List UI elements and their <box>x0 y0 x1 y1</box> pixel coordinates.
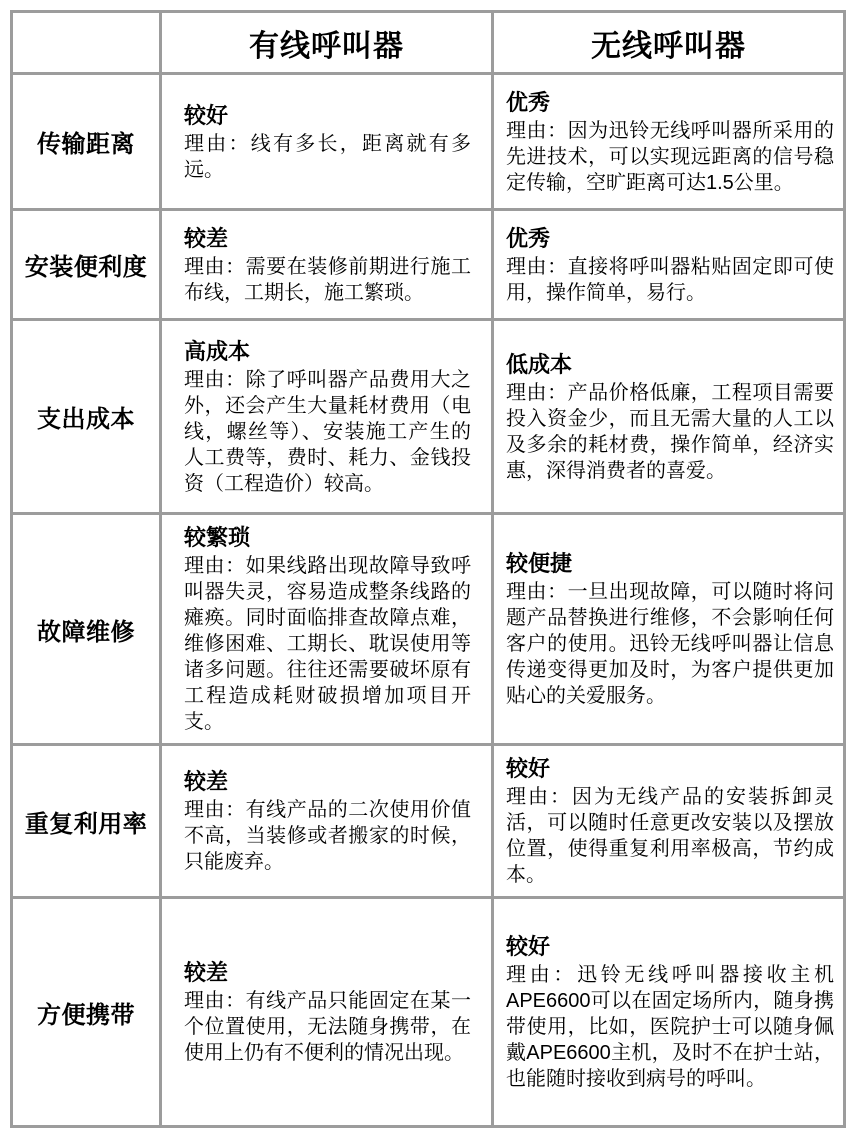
reason-text: 理由：有线产品的二次使用价值不高，当装修或者搬家的时候，只能废弃。 <box>184 799 471 873</box>
comparison-table-container <box>10 10 846 1128</box>
reason-text: 理由：因为迅铃无线呼叫器所采用的先进技术，可以实现远距离的信号稳定传输，空旷距离可达1.5公里。 <box>506 119 834 194</box>
table-row-portability <box>12 898 845 1127</box>
wireless-cell <box>493 514 845 745</box>
rating: 较便捷 <box>506 551 573 576</box>
rating: 较繁琐 <box>184 525 251 550</box>
wired-cell <box>161 898 493 1127</box>
column-header-wireless: 无线呼叫器 <box>493 12 845 74</box>
reason-text: 理由：如果线路出现故障导致呼叫器失灵，容易造成整条线路的瘫痪。同时面临排查故障点难，维修困难、工期长、耽误使用等诸多问题。往往还需要破坏原有工程造成耗财破损增加项目开支。 <box>184 555 471 733</box>
wireless-cell <box>493 210 845 320</box>
row-label: 故障维修 <box>12 514 161 745</box>
reason-text: 理由：需要在装修前期进行施工布线，工期长，施工繁琐。 <box>184 255 471 304</box>
corner-cell <box>12 12 161 74</box>
reason-text: 理由：有线产品只能固定在某一个位置使用，无法随身携带，在使用上仍有不便利的情况出现。 <box>184 990 471 1064</box>
row-label: 安装便利度 <box>12 210 161 320</box>
rating: 优秀 <box>506 89 551 115</box>
wired-cell <box>161 74 493 210</box>
reason-text: 理由：除了呼叫器产品费用大之外，还会产生大量耗材费用（电线，螺丝等）、安装施工产生的人工费等，费时、耗力、金钱投资（工程造价）较高。 <box>184 368 471 495</box>
rating: 较好 <box>506 934 551 959</box>
reason-text: 理由：因为无线产品的安装拆卸灵活，可以随时任意更改安装以及摆放位置，使得重复利用率极高，节约成本。 <box>506 786 834 886</box>
reason-text: 理由：一旦出现故障，可以随时将问题产品替换进行维修，不会影响任何客户的使用。迅铃无线呼叫器让信息传递变得更加及时，为客户提供更加贴心的关爱服务。 <box>506 581 834 707</box>
rating: 较差 <box>184 960 229 985</box>
wireless-cell <box>493 74 845 210</box>
row-label: 方便携带 <box>12 898 161 1127</box>
rating: 低成本 <box>506 351 573 377</box>
rating: 高成本 <box>184 338 251 364</box>
wired-cell <box>161 320 493 514</box>
row-label: 支出成本 <box>12 320 161 514</box>
table-row-reuse-rate <box>12 745 845 898</box>
reason-text: 理由：产品价格低廉，工程项目需要投入资金少，而且无需大量的人工以及多余的耗材费，操作简单，经济实惠，深得消费者的喜爱。 <box>506 381 834 482</box>
wireless-cell <box>493 898 845 1127</box>
wired-cell <box>161 210 493 320</box>
wired-cell <box>161 514 493 745</box>
table-row-transmission-distance <box>12 74 845 210</box>
wired-cell <box>161 745 493 898</box>
table-row-installation-convenience <box>12 210 845 320</box>
pager-comparison-table <box>10 10 846 1128</box>
wireless-cell <box>493 745 845 898</box>
reason-text: 理由：线有多长，距离就有多远。 <box>184 132 471 181</box>
table-row-fault-repair <box>12 514 845 745</box>
header-row <box>12 12 845 74</box>
reason-text: 理由：迅铃无线呼叫器接收主机APE6600可以在固定场所内，随身携带使用，比如，医院护士可以随身佩戴APE6600主机，及时不在护士站，也能随时接收到病号的呼叫。 <box>506 964 834 1090</box>
row-label: 重复利用率 <box>12 745 161 898</box>
reason-text: 理由：直接将呼叫器粘贴固定即可使用，操作简单，易行。 <box>506 255 834 304</box>
wireless-cell <box>493 320 845 514</box>
rating: 较差 <box>184 769 229 794</box>
rating: 较好 <box>184 102 229 128</box>
column-header-wired: 有线呼叫器 <box>161 12 493 74</box>
table-row-expenditure-cost <box>12 320 845 514</box>
rating: 较差 <box>184 225 229 251</box>
row-label: 传输距离 <box>12 74 161 210</box>
rating: 较好 <box>506 756 551 781</box>
rating: 优秀 <box>506 225 551 251</box>
